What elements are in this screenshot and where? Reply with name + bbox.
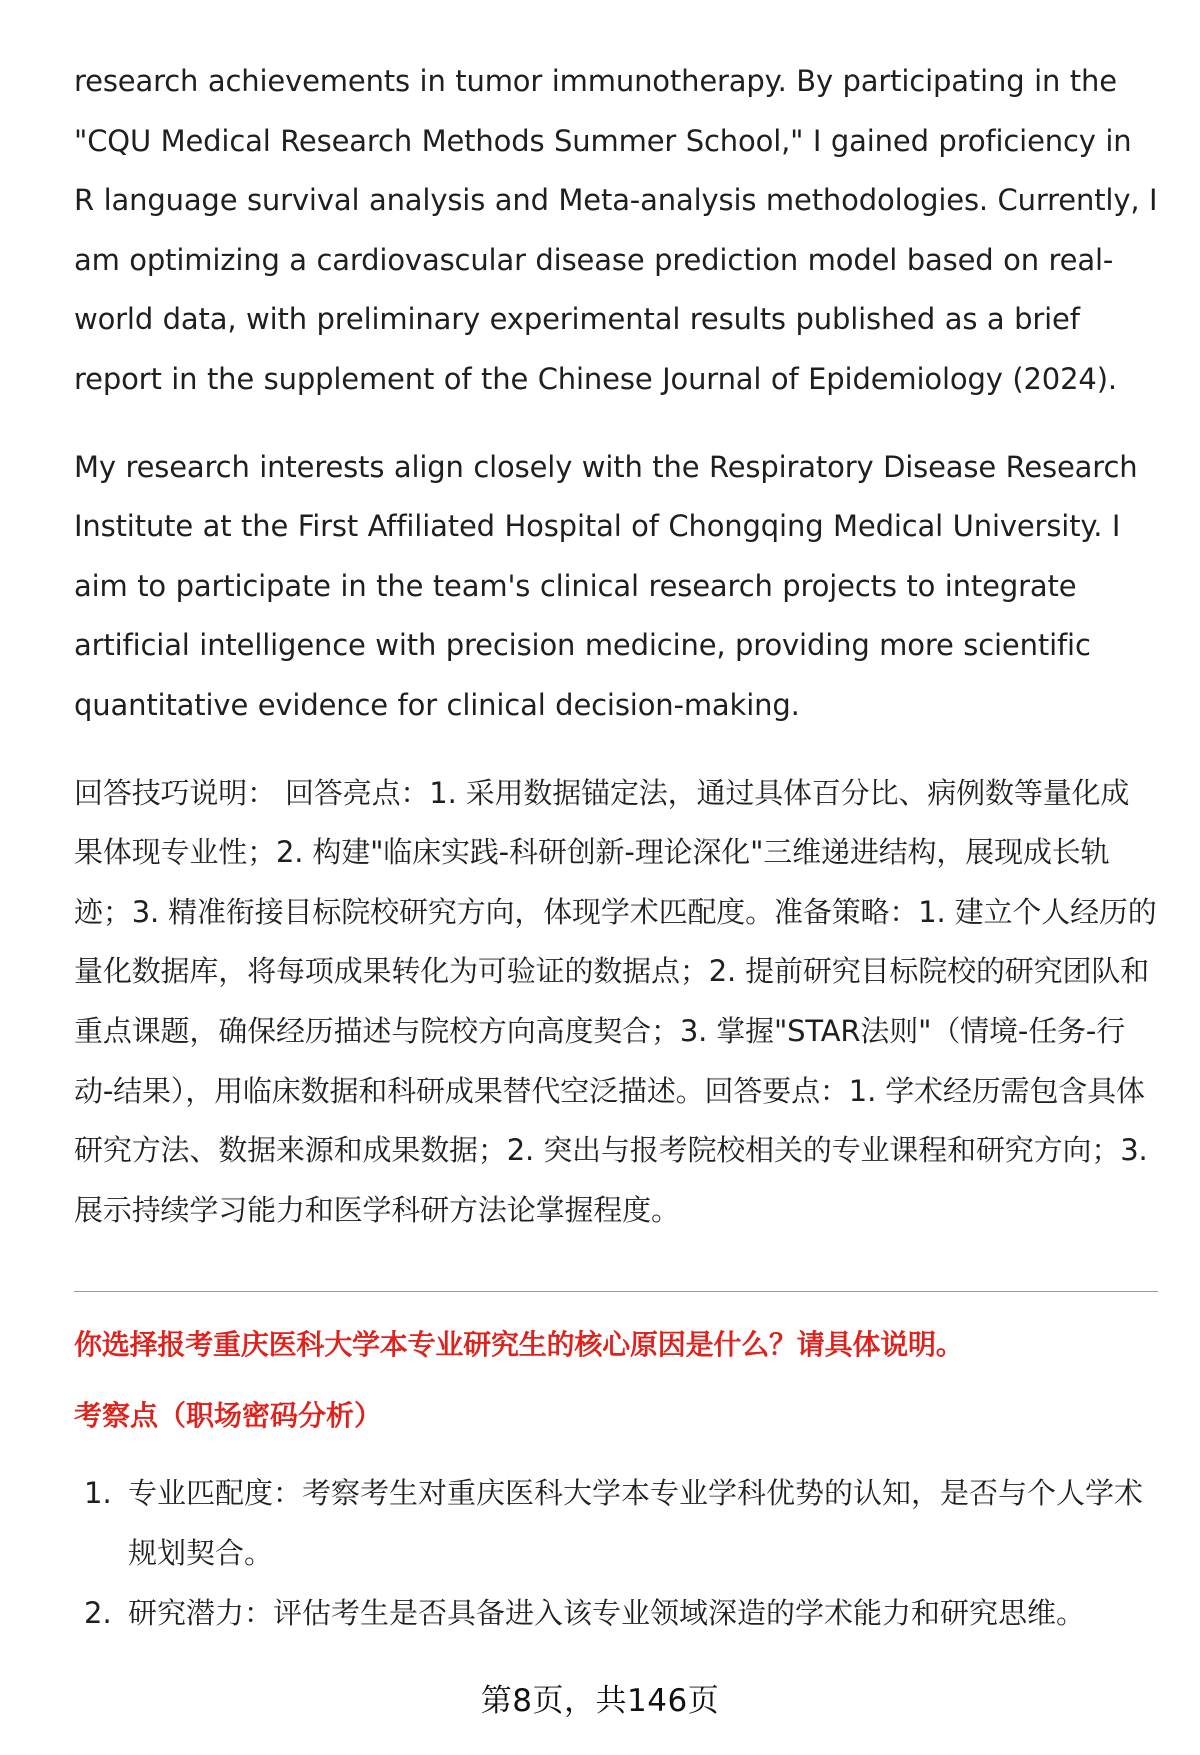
body-paragraph-1: research achievements in tumor immunotherapy. By participating in the "CQU Medical Research Methods Summer School," I gained proficiency in R language survival analysis and Meta-analysis methodologies. Currently, I am optimizing a cardiovascular disease prediction model based on real-world data, with preliminary experimental results published as a brief report in the supplement of the Chinese Journal of Epidemiology (2024).: [74, 64, 1158, 396]
list-item-text: 研究潜力：评估考生是否具备进入该专业领域深造的学术能力和研究思维。: [128, 1596, 1086, 1630]
exam-points-list: [74, 1463, 1158, 1643]
list-item-number: 1.: [84, 1476, 112, 1510]
section-divider: [74, 1291, 1158, 1292]
list-item: [74, 1463, 1158, 1583]
body-paragraph-2: My research interests align closely with the Respiratory Disease Research Institute at the First Affiliated Hospital of Chongqing Medical University. I aim to participate in the team's clinical research projects to integrate artificial intelligence with precision medicine, providing more scientific quantitative evidence for clinical decision-making.: [74, 449, 1138, 722]
list-item: [74, 1583, 1158, 1643]
answer-tips-paragraph: 回答技巧说明： 回答亮点：1. 采用数据锚定法，通过具体百分比、病例数等量化成果体现专业性；2. 构建"临床实践-科研创新-理论深化"三维递进结构，展现成长轨迹；3. 精准衔接目标院校研究方向，体现学术匹配度。准备策略：1. 建立个人经历的量化数据库，将每项成果转化为可验证的数据点；2. 提前研究目标院校的研究团队和重点课题，确保经历描述与院校方向高度契合；3. 掌握"STAR法则"（情境-任务-行动-结果），用临床数据和科研成果替代空泛描述。回答要点：1. 学术经历需包含具体研究方法、数据来源和成果数据；2. 突出与报考院校相关的专业课程和研究方向；3. 展示持续学习能力和医学科研方法论掌握程度。: [74, 775, 1157, 1227]
question-title: 你选择报考重庆医科大学本专业研究生的核心原因是什么？请具体说明。: [74, 1328, 964, 1361]
body-content: [74, 52, 1158, 1240]
exam-points-title: 考察点（职场密码分析）: [74, 1399, 383, 1432]
list-item-text: 专业匹配度：考察考生对重庆医科大学本专业学科优势的认知，是否与个人学术规划契合。: [128, 1476, 1144, 1570]
page-number-footer: 第8页，共146页: [480, 1683, 720, 1719]
list-item-number: 2.: [84, 1596, 112, 1630]
